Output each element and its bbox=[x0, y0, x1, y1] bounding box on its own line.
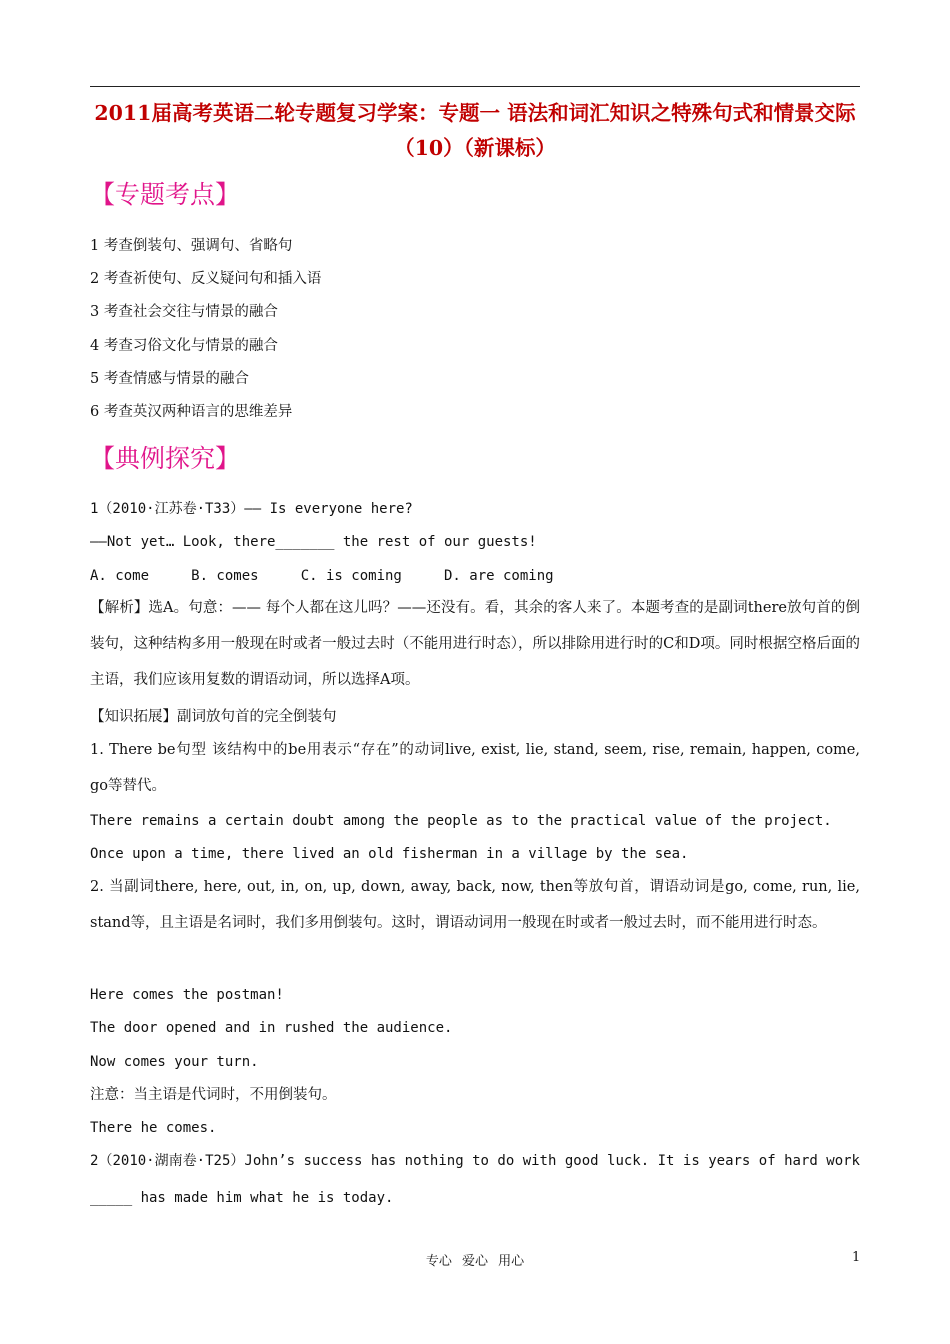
key-point-item: 1 考查倒装句、强调句、省略句 bbox=[90, 238, 293, 254]
document-title: 2011届高考英语二轮专题复习学案：专题一 语法和词汇知识之特殊句式和情景交际（10）（新课标） bbox=[94, 101, 856, 160]
example-sentence: There he comes. bbox=[90, 1120, 217, 1136]
header-rule bbox=[90, 86, 860, 87]
key-point-item: 2 考查祈使句、反义疑问句和插入语 bbox=[90, 271, 322, 287]
page-number: 1 bbox=[852, 1250, 861, 1265]
section-heading-key-points: 【专题考点】 bbox=[90, 180, 241, 209]
example-sentence: Once upon a time, there lived an old fisherman in a village by the sea. bbox=[90, 846, 689, 862]
note-line: 注意：当主语是代词时，不用倒装句。 bbox=[90, 1087, 337, 1103]
key-point-item: 3 考查社会交往与情景的融合 bbox=[90, 304, 278, 320]
question-1-line: ——Not yet… Look, there_______ the rest of our guests! bbox=[90, 534, 537, 550]
extension-heading: 【知识拓展】副词放句首的完全倒装句 bbox=[90, 709, 337, 725]
section-heading-examples: 【典例探究】 bbox=[90, 444, 241, 473]
question-2-paragraph: 2（2010·湖南卷·T25）John’s success has nothing to do with good luck. It is years of hard work _____ has made him what he is today. bbox=[90, 1153, 860, 1206]
key-point-item: 6 考查英汉两种语言的思维差异 bbox=[90, 404, 293, 420]
footer-motto: 专心 爱心 用心 bbox=[425, 1254, 525, 1269]
analysis-paragraph: 【解析】选A。句意：—— 每个人都在这儿吗？——还没有。看，其余的客人来了。本题考查的是副词there放句首的倒装句，这种结构多用一般现在时或者一般过去时（不能用进行时态），所以排除用进行时的C和D项。同时根据空格后面的主语，我们应该用复数的谓语动词，所以选择A项。 bbox=[90, 600, 860, 688]
example-sentence: There remains a certain doubt among the people as to the practical value of the project. bbox=[90, 813, 832, 829]
example-sentence: The door opened and in rushed the audience. bbox=[90, 1020, 453, 1036]
point-1-paragraph: 1. There be句型 该结构中的be用表示“存在”的动词live, exist, lie, stand, seem, rise, remain, happen, come, go等替代。 bbox=[90, 742, 860, 794]
question-1-stem: 1（2010·江苏卷·T33）—— Is everyone here? bbox=[90, 501, 413, 517]
question-1-options: A. come B. comes C. is coming D. are coming bbox=[90, 568, 554, 584]
key-point-item: 4 考查习俗文化与情景的融合 bbox=[90, 338, 278, 354]
example-sentence: Now comes your turn. bbox=[90, 1054, 259, 1070]
example-sentence: Here comes the postman! bbox=[90, 987, 284, 1003]
key-point-item: 5 考查情感与情景的融合 bbox=[90, 371, 249, 387]
point-2-paragraph: 2. 当副词there, here, out, in, on, up, down, away, back, now, then等放句首，谓语动词是go, come, run, lie, stand等，且主语是名词时，我们多用倒装句。这时，谓语动词用一般现在时或者一般过去时，而不能用进行时态。 bbox=[90, 879, 860, 931]
